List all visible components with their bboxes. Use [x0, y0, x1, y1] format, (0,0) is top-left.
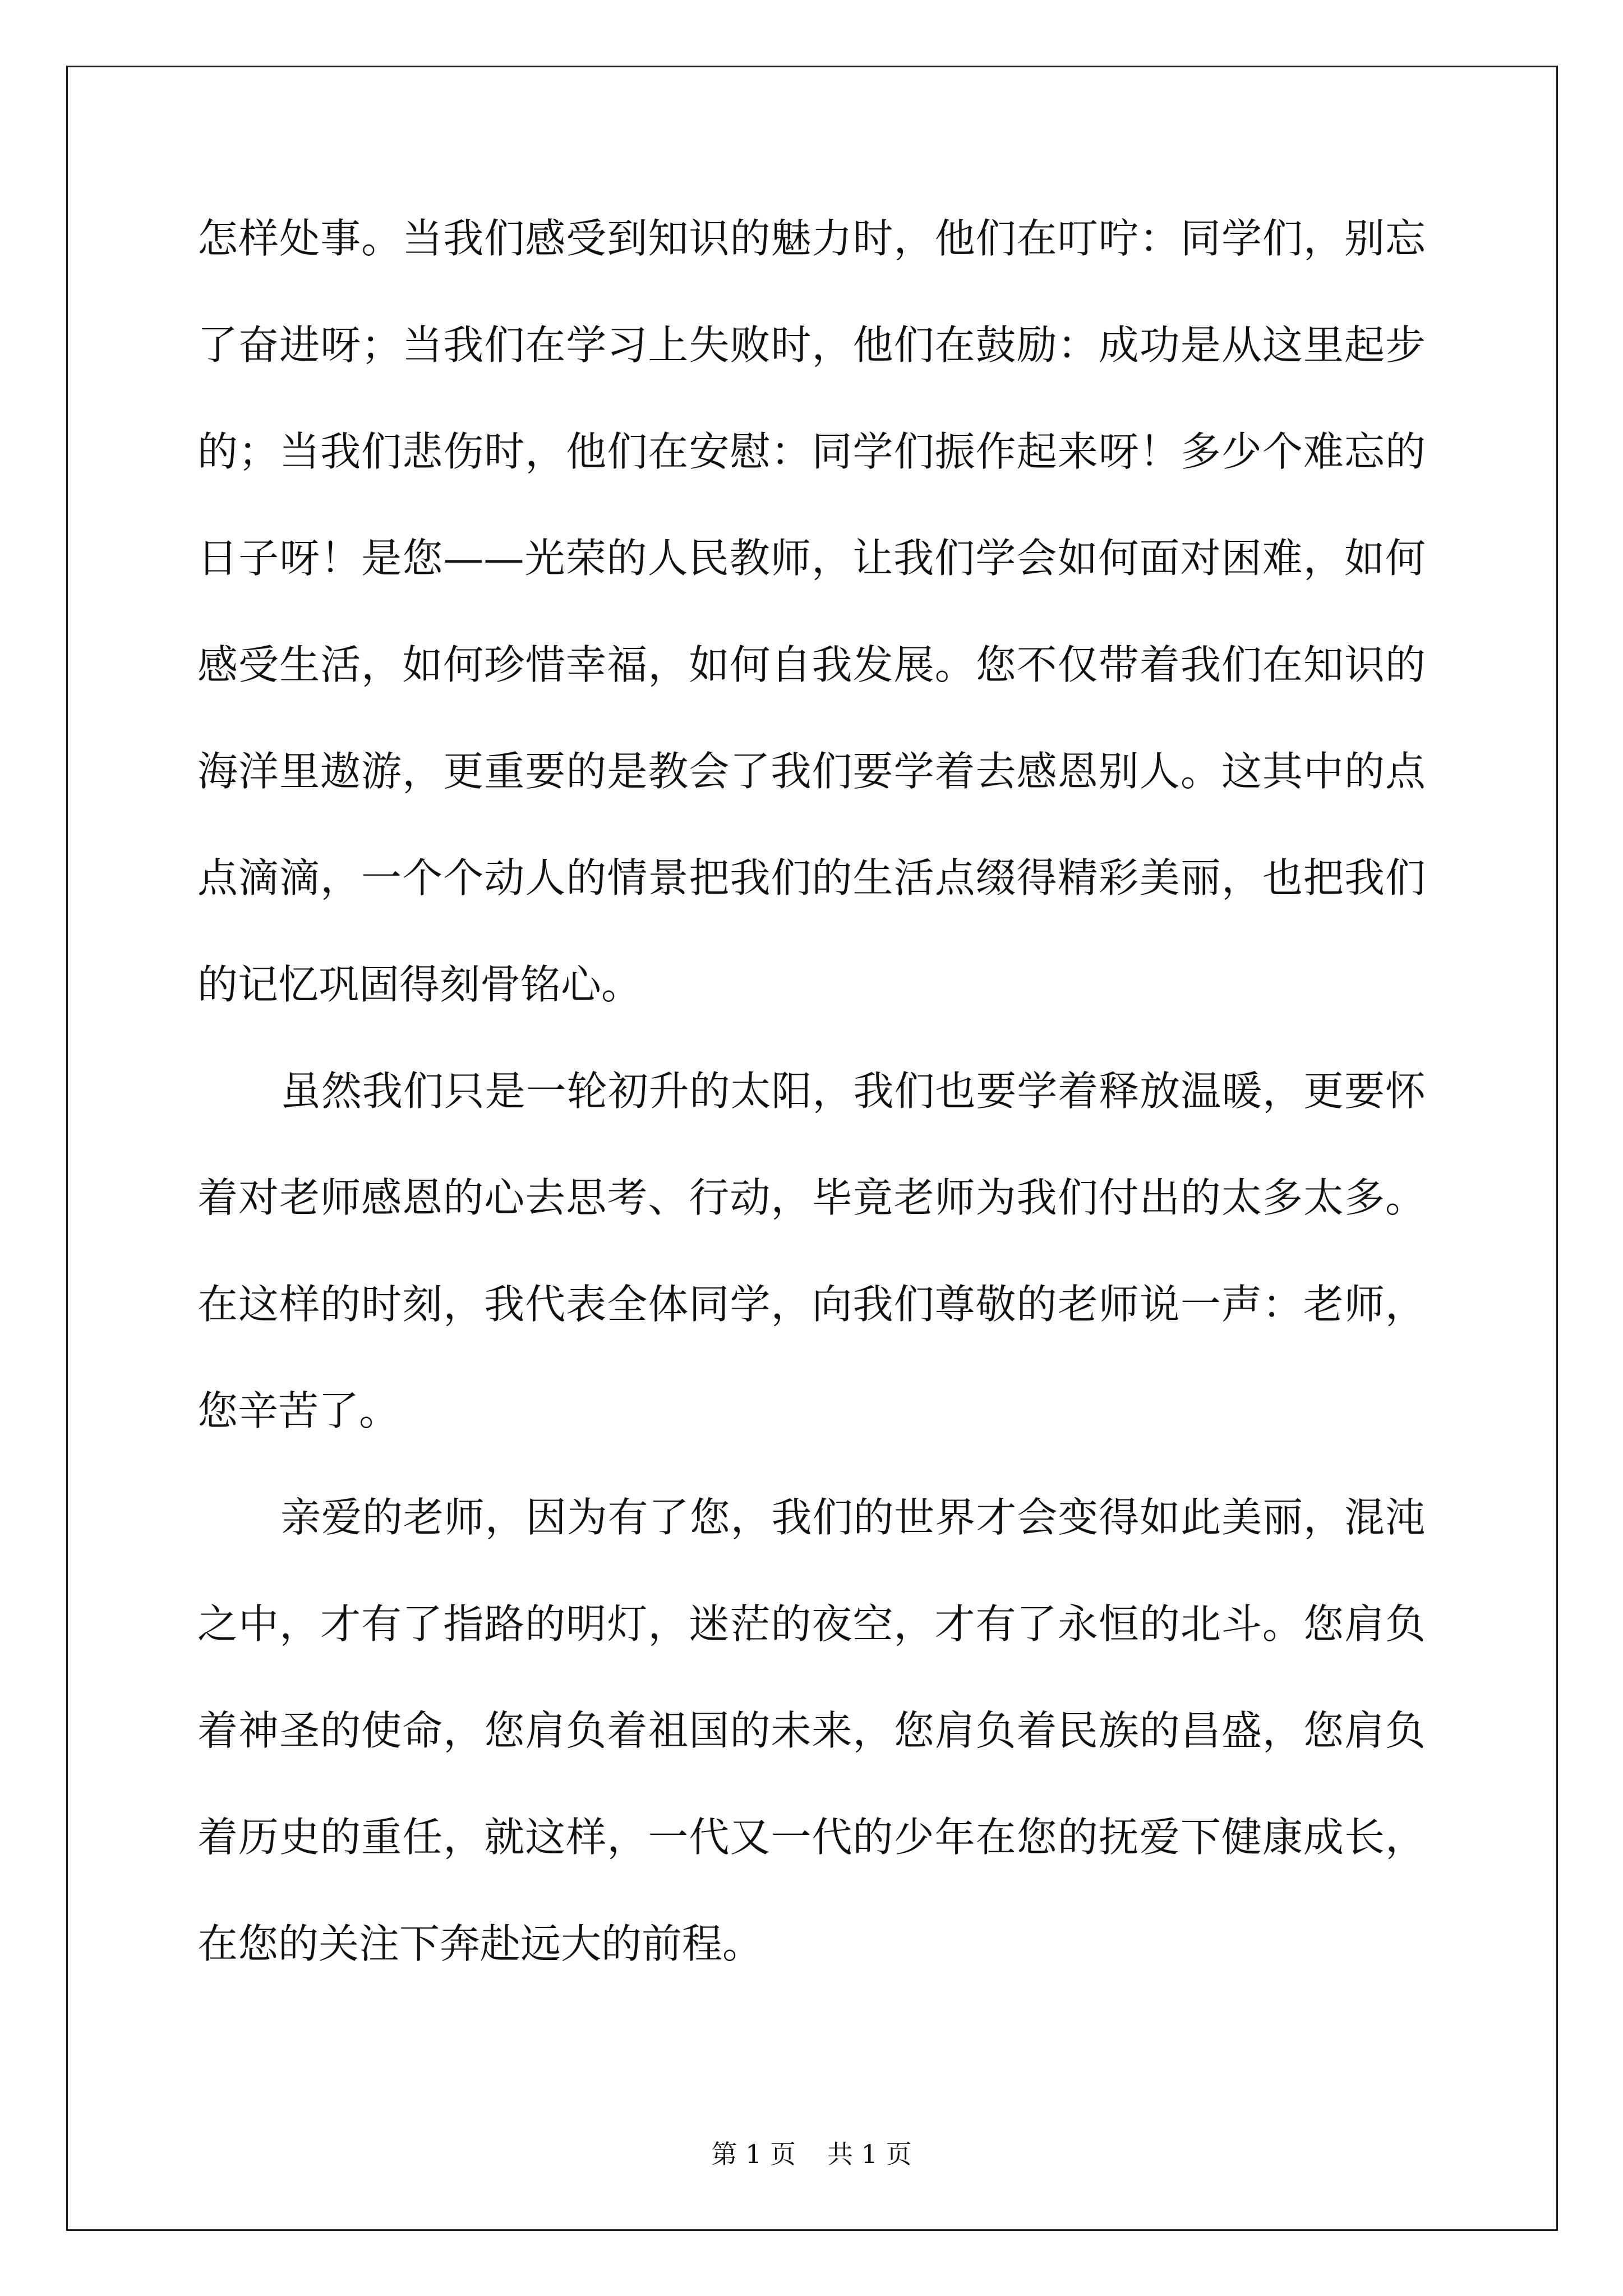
- paragraph-1: 怎样处事。当我们感受到知识的魅力时，他们在叮咛：同学们，别忘了奋进呀；当我们在学习上失败时，他们在鼓励：成功是从这里起步的；当我们悲伤时，他们在安慰：同学们振作起来呀！多少个难忘的日子呀！是您——光荣的人民教师，让我们学会如何面对困难，如何感受生活，如何珍惜幸福，如何自我发展。您不仅带着我们在知识的海洋里遨游，更重要的是教会了我们要学着去感恩别人。这其中的点点滴滴，一个个动人的情景把我们的生活点缀得精彩美丽，也把我们的记忆巩固得刻骨铭心。: [197, 215, 1426, 1008]
- page-footer: [0, 2137, 1623, 2171]
- paragraph-2: 虽然我们只是一轮初升的太阳，我们也要学着释放温暖，更要怀着对老师感恩的心去思考、行动，毕竟老师为我们付出的太多太多。在这样的时刻，我代表全体同学，向我们尊敬的老师说一声：老师，您辛苦了。: [197, 1068, 1426, 1434]
- page-number: 第 1 页: [711, 2139, 796, 2169]
- paragraph-3: 亲爱的老师，因为有了您，我们的世界才会变得如此美丽，混沌之中，才有了指路的明灯，迷茫的夜空，才有了永恒的北斗。您肩负着神圣的使命，您肩负着祖国的未来，您肩负着民族的昌盛，您肩负着历史的重任，就这样，一代又一代的少年在您的抚爱下健康成长，在您的关注下奔赴远大的前程。: [197, 1494, 1426, 1967]
- page-total: 共 1 页: [827, 2139, 912, 2169]
- document-body: [197, 185, 1426, 1997]
